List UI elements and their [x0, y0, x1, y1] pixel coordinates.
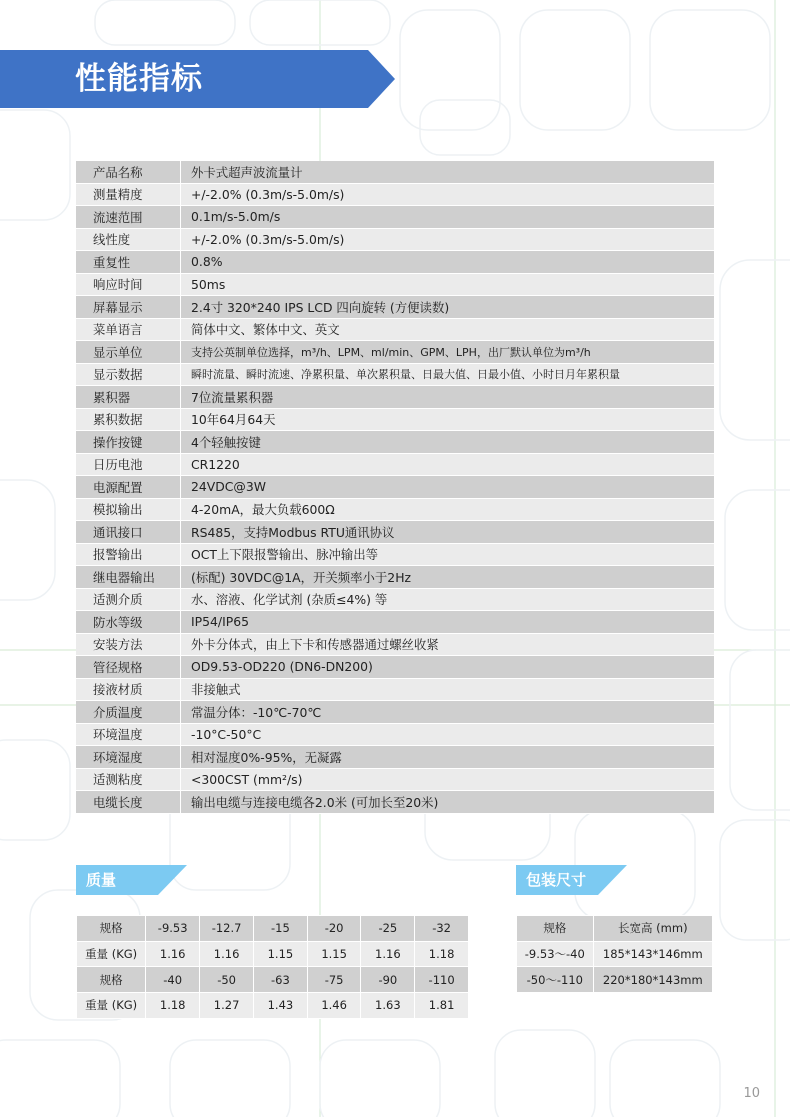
weight-cell: -90 — [361, 967, 415, 993]
spec-value: 非接触式 — [181, 678, 715, 701]
spec-value: +/-2.0% (0.3m/s-5.0m/s) — [181, 183, 715, 206]
spec-label: 显示数据 — [76, 363, 181, 386]
weight-cell: -40 — [146, 967, 200, 993]
spec-label: 安装方法 — [76, 633, 181, 656]
spec-label: 菜单语言 — [76, 318, 181, 341]
spec-label: 管径规格 — [76, 656, 181, 679]
weight-row-label: 重量 (KG) — [77, 993, 146, 1019]
spec-label: 响应时间 — [76, 273, 181, 296]
package-row — [517, 916, 713, 942]
spec-row — [76, 161, 714, 183]
spec-value: 外卡分体式，由上下卡和传感器通过螺丝收紧 — [181, 633, 715, 656]
package-section-title: 包装尺寸 — [526, 871, 587, 889]
spec-label: 重复性 — [76, 251, 181, 274]
spec-row — [76, 318, 714, 341]
spec-row — [76, 566, 714, 589]
weight-cell: -20 — [307, 916, 361, 942]
spec-table — [76, 161, 714, 814]
page-number: 10 — [743, 1086, 760, 1101]
spec-row — [76, 206, 714, 229]
weight-cell: 1.46 — [307, 993, 361, 1019]
spec-row — [76, 746, 714, 769]
spec-row — [76, 633, 714, 656]
weight-row-label: 规格 — [77, 916, 146, 942]
package-spec-cell: -50～-110 — [517, 967, 594, 993]
weight-table — [76, 915, 469, 1019]
weight-cell: 1.81 — [415, 993, 469, 1019]
spec-label: 日历电池 — [76, 453, 181, 476]
weight-cell: 1.16 — [200, 941, 254, 967]
weight-cell: -12.7 — [200, 916, 254, 942]
spec-value: OCT上下限报警输出、脉冲输出等 — [181, 543, 715, 566]
weight-cell: -110 — [415, 967, 469, 993]
spec-value: 常温分体：-10℃-70℃ — [181, 701, 715, 724]
spec-label: 防水等级 — [76, 611, 181, 634]
weight-cell: 1.63 — [361, 993, 415, 1019]
weight-row — [77, 993, 469, 1019]
weight-cell: -9.53 — [146, 916, 200, 942]
spec-value: 0.8% — [181, 251, 715, 274]
weight-cell: 1.18 — [146, 993, 200, 1019]
spec-value: 0.1m/s-5.0m/s — [181, 206, 715, 229]
spec-value: -10°C-50°C — [181, 723, 715, 746]
spec-value: 水、溶液、化学试剂 (杂质≤4%) 等 — [181, 588, 715, 611]
spec-label: 线性度 — [76, 228, 181, 251]
spec-row — [76, 251, 714, 274]
spec-row — [76, 521, 714, 544]
spec-label: 操作按键 — [76, 431, 181, 454]
spec-label: 显示单位 — [76, 341, 181, 364]
weight-row-label: 重量 (KG) — [77, 941, 146, 967]
spec-label: 测量精度 — [76, 183, 181, 206]
spec-label: 电源配置 — [76, 476, 181, 499]
spec-value: IP54/IP65 — [181, 611, 715, 634]
spec-label: 接液材质 — [76, 678, 181, 701]
spec-row — [76, 228, 714, 251]
weight-cell: -32 — [415, 916, 469, 942]
spec-row — [76, 768, 714, 791]
package-size-cell: 长宽高 (mm) — [593, 916, 712, 942]
spec-value: <300CST (mm²/s) — [181, 768, 715, 791]
spec-label: 模拟输出 — [76, 498, 181, 521]
weight-cell: 1.16 — [146, 941, 200, 967]
spec-row — [76, 678, 714, 701]
package-table — [516, 915, 713, 993]
spec-value: (标配) 30VDC@1A，开关频率小于2Hz — [181, 566, 715, 589]
spec-value: OD9.53-OD220 (DN6-DN200) — [181, 656, 715, 679]
spec-value: 24VDC@3W — [181, 476, 715, 499]
spec-row — [76, 183, 714, 206]
package-spec-cell: -9.53～-40 — [517, 941, 594, 967]
spec-value: 相对湿度0%-95%，无凝露 — [181, 746, 715, 769]
spec-row — [76, 498, 714, 521]
spec-value: 2.4寸 320*240 IPS LCD 四向旋转 (方便读数) — [181, 296, 715, 319]
spec-value: 外卡式超声波流量计 — [181, 161, 715, 183]
package-row — [517, 941, 713, 967]
spec-row — [76, 543, 714, 566]
spec-label: 环境温度 — [76, 723, 181, 746]
weight-cell: -25 — [361, 916, 415, 942]
weight-cell: 1.16 — [361, 941, 415, 967]
weight-cell: 1.43 — [254, 993, 308, 1019]
spec-row — [76, 453, 714, 476]
weight-cell: 1.15 — [254, 941, 308, 967]
spec-label: 环境湿度 — [76, 746, 181, 769]
weight-cell: -63 — [254, 967, 308, 993]
spec-value: 简体中文、繁体中文、英文 — [181, 318, 715, 341]
spec-label: 产品名称 — [76, 161, 181, 183]
spec-row — [76, 611, 714, 634]
package-spec-cell: 规格 — [517, 916, 594, 942]
spec-label: 适测粘度 — [76, 768, 181, 791]
spec-row — [76, 408, 714, 431]
spec-value: +/-2.0% (0.3m/s-5.0m/s) — [181, 228, 715, 251]
spec-row — [76, 386, 714, 409]
weight-cell: -75 — [307, 967, 361, 993]
weight-section-title: 质量 — [86, 871, 117, 889]
spec-label: 流速范围 — [76, 206, 181, 229]
spec-value: 支持公英制单位选择，m³/h、LPM、ml/min、GPM、LPH，出厂默认单位为m³/h — [181, 341, 715, 364]
weight-row — [77, 967, 469, 993]
spec-label: 通讯接口 — [76, 521, 181, 544]
weight-cell: -50 — [200, 967, 254, 993]
spec-row — [76, 363, 714, 386]
weight-row — [77, 941, 469, 967]
package-size-cell: 185*143*146mm — [593, 941, 712, 967]
weight-row — [77, 916, 469, 942]
spec-value: 4个轻触按键 — [181, 431, 715, 454]
spec-row — [76, 588, 714, 611]
package-row — [517, 967, 713, 993]
spec-label: 介质温度 — [76, 701, 181, 724]
spec-row — [76, 476, 714, 499]
spec-label: 累积器 — [76, 386, 181, 409]
spec-row — [76, 431, 714, 454]
spec-row — [76, 723, 714, 746]
spec-row — [76, 273, 714, 296]
spec-label: 继电器输出 — [76, 566, 181, 589]
spec-value: 瞬时流量、瞬时流速、净累积量、单次累积量、日最大值、日最小值、小时日月年累积量 — [181, 363, 715, 386]
weight-cell: -15 — [254, 916, 308, 942]
spec-row — [76, 296, 714, 319]
spec-label: 报警输出 — [76, 543, 181, 566]
weight-cell: 1.18 — [415, 941, 469, 967]
page-title: 性能指标 — [75, 61, 203, 97]
spec-row — [76, 791, 714, 814]
spec-label: 电缆长度 — [76, 791, 181, 814]
spec-label: 屏幕显示 — [76, 296, 181, 319]
spec-value: CR1220 — [181, 453, 715, 476]
package-size-cell: 220*180*143mm — [593, 967, 712, 993]
spec-value: 7位流量累积器 — [181, 386, 715, 409]
spec-value: 4-20mA，最大负载600Ω — [181, 498, 715, 521]
weight-cell: 1.27 — [200, 993, 254, 1019]
spec-row — [76, 701, 714, 724]
weight-cell: 1.15 — [307, 941, 361, 967]
spec-value: 50ms — [181, 273, 715, 296]
spec-row — [76, 656, 714, 679]
spec-value: RS485，支持Modbus RTU通讯协议 — [181, 521, 715, 544]
spec-row — [76, 341, 714, 364]
spec-label: 累积数据 — [76, 408, 181, 431]
spec-value: 10年64月64天 — [181, 408, 715, 431]
spec-value: 输出电缆与连接电缆各2.0米 (可加长至20米) — [181, 791, 715, 814]
weight-row-label: 规格 — [77, 967, 146, 993]
spec-label: 适测介质 — [76, 588, 181, 611]
